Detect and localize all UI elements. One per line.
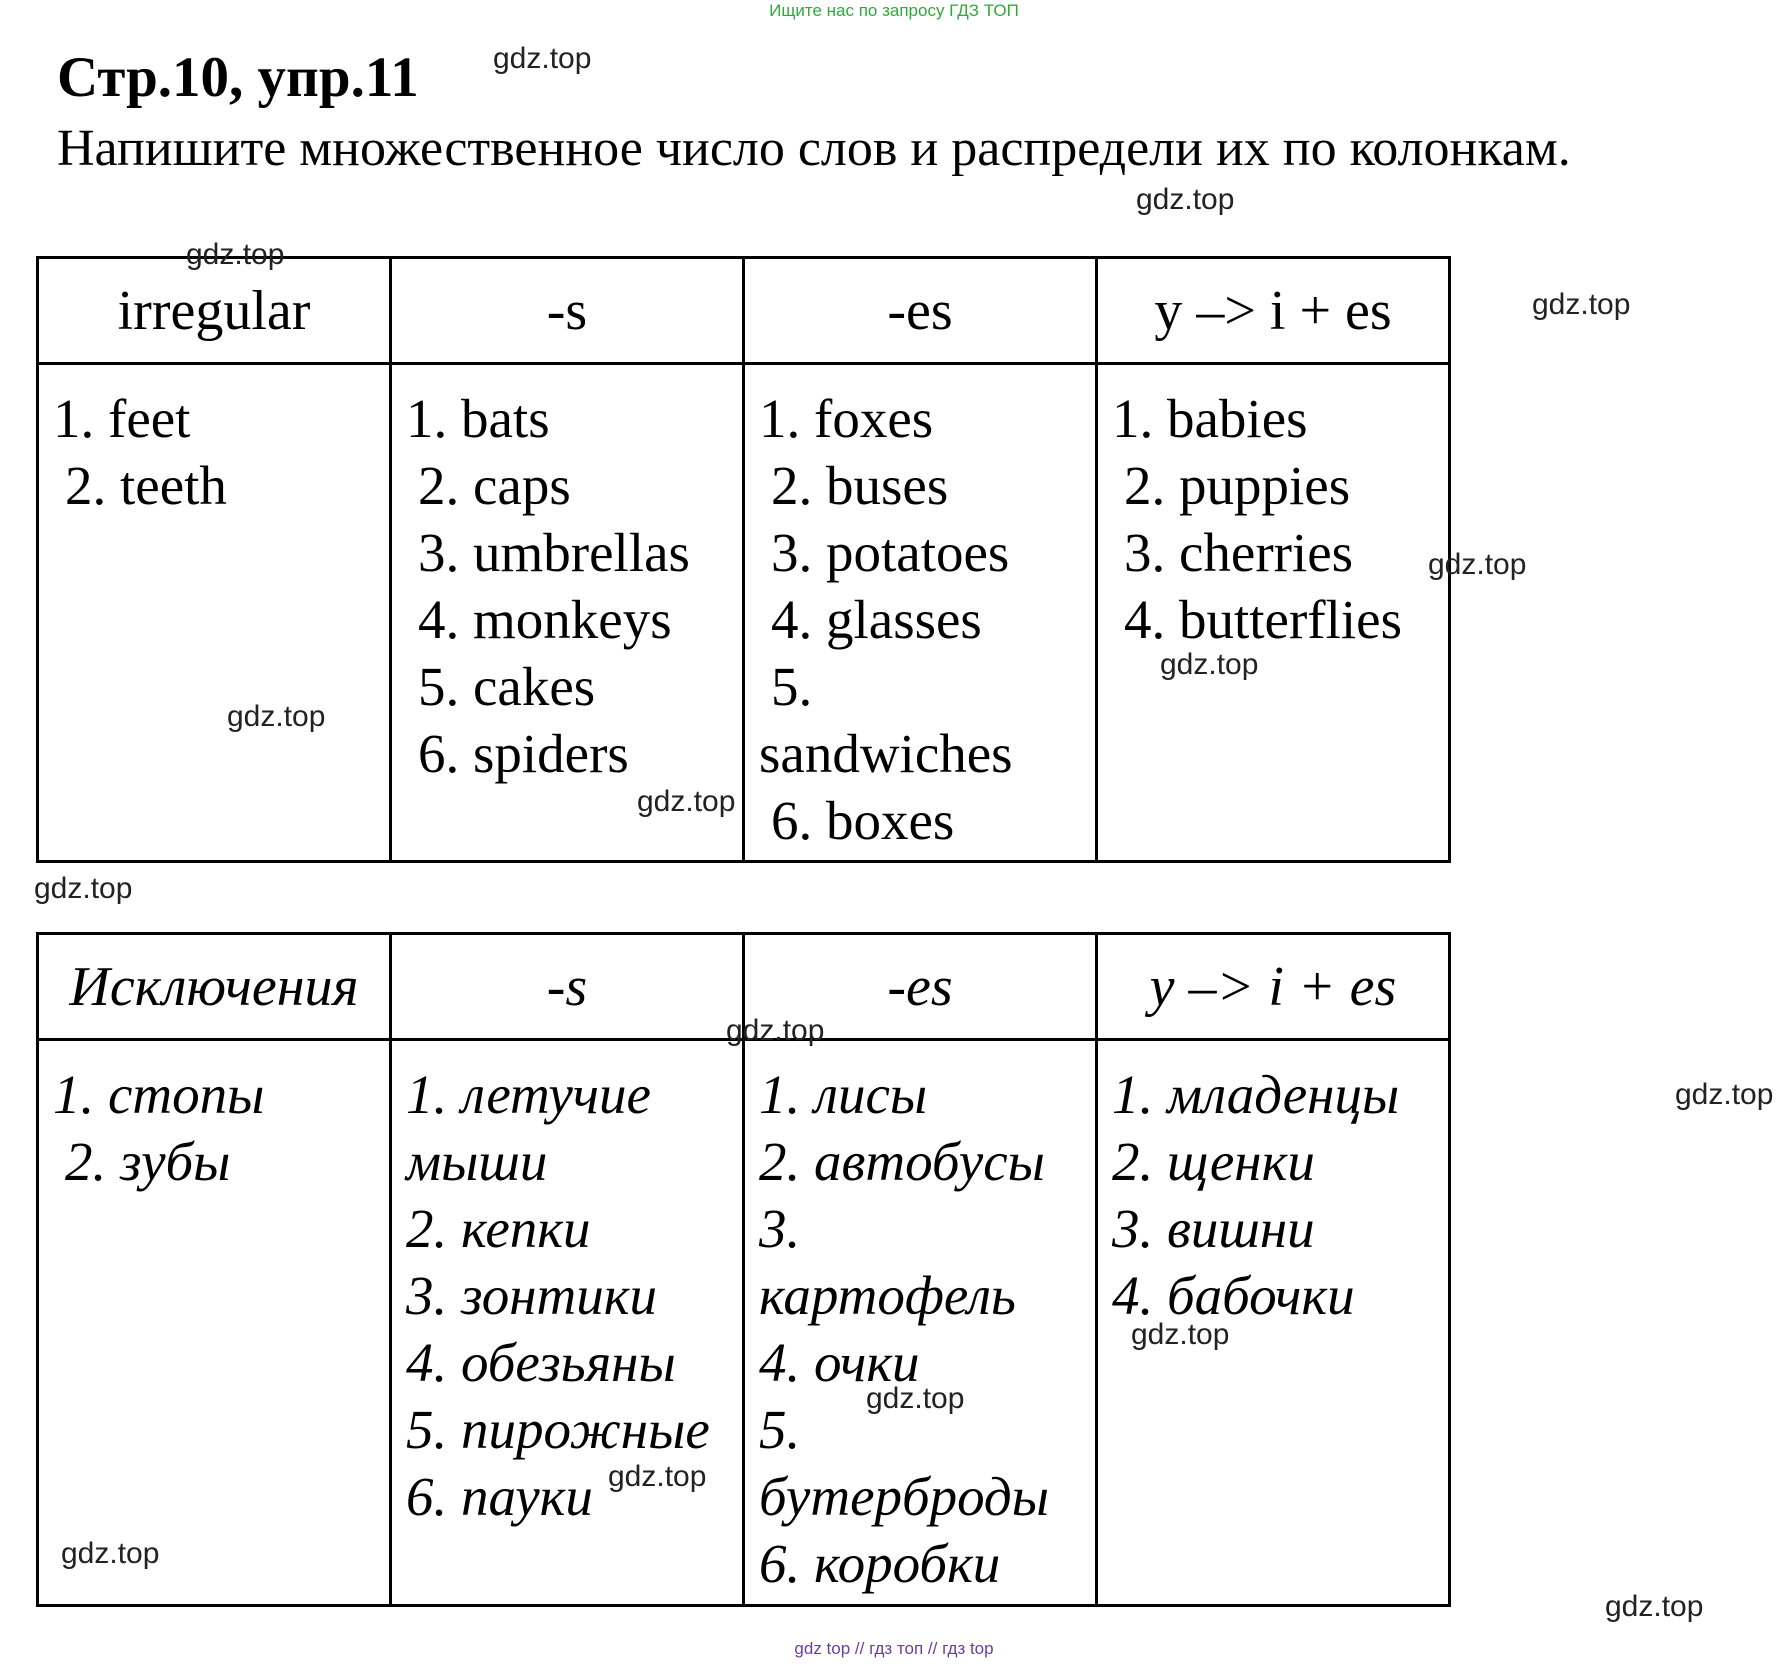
watermark: gdz.top [1131,1318,1230,1351]
list-item: 2. щенки [1112,1131,1315,1192]
list-item: 2. teeth [65,455,227,516]
list-item: 1. лисы [759,1064,928,1125]
list-item: 5. [771,656,813,717]
list-item: 2. buses [771,455,949,516]
list-item: 2. puppies [1124,455,1351,516]
watermark: gdz.top [1605,1590,1704,1623]
header-y-ies: y –> i + es [1097,258,1450,364]
list-item: 4. glasses [771,589,982,650]
watermark: gdz.top [1160,648,1259,681]
list-item: картофель [759,1265,1016,1326]
footer-text: gdz top // гдз топ // гдз top [794,1639,994,1658]
list-item: 4. бабочки [1112,1265,1355,1326]
list-item: sandwiches [759,723,1013,784]
watermark: gdz.top [866,1382,965,1415]
list-item: 3. [759,1198,801,1259]
header-s: -s [391,934,744,1040]
list-item: 6. пауки [406,1466,593,1527]
header-es: -es [744,258,1097,364]
instruction-text: Напишите множественное число слов и распредели их по колонкам. [57,120,1571,177]
list-item: 5. [759,1399,801,1460]
list-item: 2. кепки [406,1198,591,1259]
list-item: 3. вишни [1112,1198,1315,1259]
list-item: 1. летучие [406,1064,651,1125]
list-item: 1. стопы [53,1064,265,1125]
list-item: 4. monkeys [418,589,672,650]
column-irregular [38,364,391,862]
list-item: бутерброды [759,1466,1049,1527]
list-item: 3. зонтики [406,1265,657,1326]
watermark: gdz.top [726,1014,825,1047]
list-item: 5. пирожные [406,1399,710,1460]
list-item: 1. babies [1112,388,1308,449]
list-item: 1. младенцы [1112,1064,1400,1125]
list-item: 3. potatoes [771,522,1010,583]
page-title: Стр.10, упр.11 [57,46,419,109]
watermark: gdz.top [186,238,285,271]
list-item: 4. обезьяны [406,1332,676,1393]
watermark: gdz.top [34,872,133,905]
column-y-ies [1097,364,1450,862]
watermark: gdz.top [493,42,592,75]
watermark: gdz.top [1532,288,1631,321]
watermark: gdz.top [1136,183,1235,216]
header-es: -es [744,934,1097,1040]
list-item: 6. коробки [759,1533,1001,1594]
list-item: мыши [406,1131,548,1192]
list-item: 1. foxes [759,388,934,449]
list-item: 2. caps [418,455,571,516]
column-s [391,1040,744,1606]
watermark: gdz.top [1428,548,1527,581]
watermark: gdz.top [1675,1078,1774,1111]
watermark: gdz.top [637,785,736,818]
header-irregular: irregular [38,258,391,364]
plural-table-en [36,256,1451,863]
list-item: 5. cakes [418,656,596,717]
list-item: 4. очки [759,1332,920,1393]
list-item: 1. bats [406,388,550,449]
list-item: 2. автобусы [759,1131,1045,1192]
watermark: gdz.top [61,1537,160,1570]
list-item: 6. boxes [771,790,955,851]
header-y-ies: y –> i + es [1097,934,1450,1040]
list-item: 3. umbrellas [418,522,690,583]
watermark: gdz.top [608,1460,707,1493]
list-item: 2. зубы [65,1131,231,1192]
list-item: 6. spiders [418,723,629,784]
header-s: -s [391,258,744,364]
header-exceptions: Исключения [38,934,391,1040]
column-es [744,364,1097,862]
column-es [744,1040,1097,1606]
list-item: 4. butterflies [1124,589,1402,650]
top-banner: Ищите нас по запросу ГДЗ ТОП [769,1,1019,20]
column-exceptions [38,1040,391,1606]
list-item: 1. feet [53,388,191,449]
watermark: gdz.top [227,700,326,733]
list-item: 3. cherries [1124,522,1354,583]
